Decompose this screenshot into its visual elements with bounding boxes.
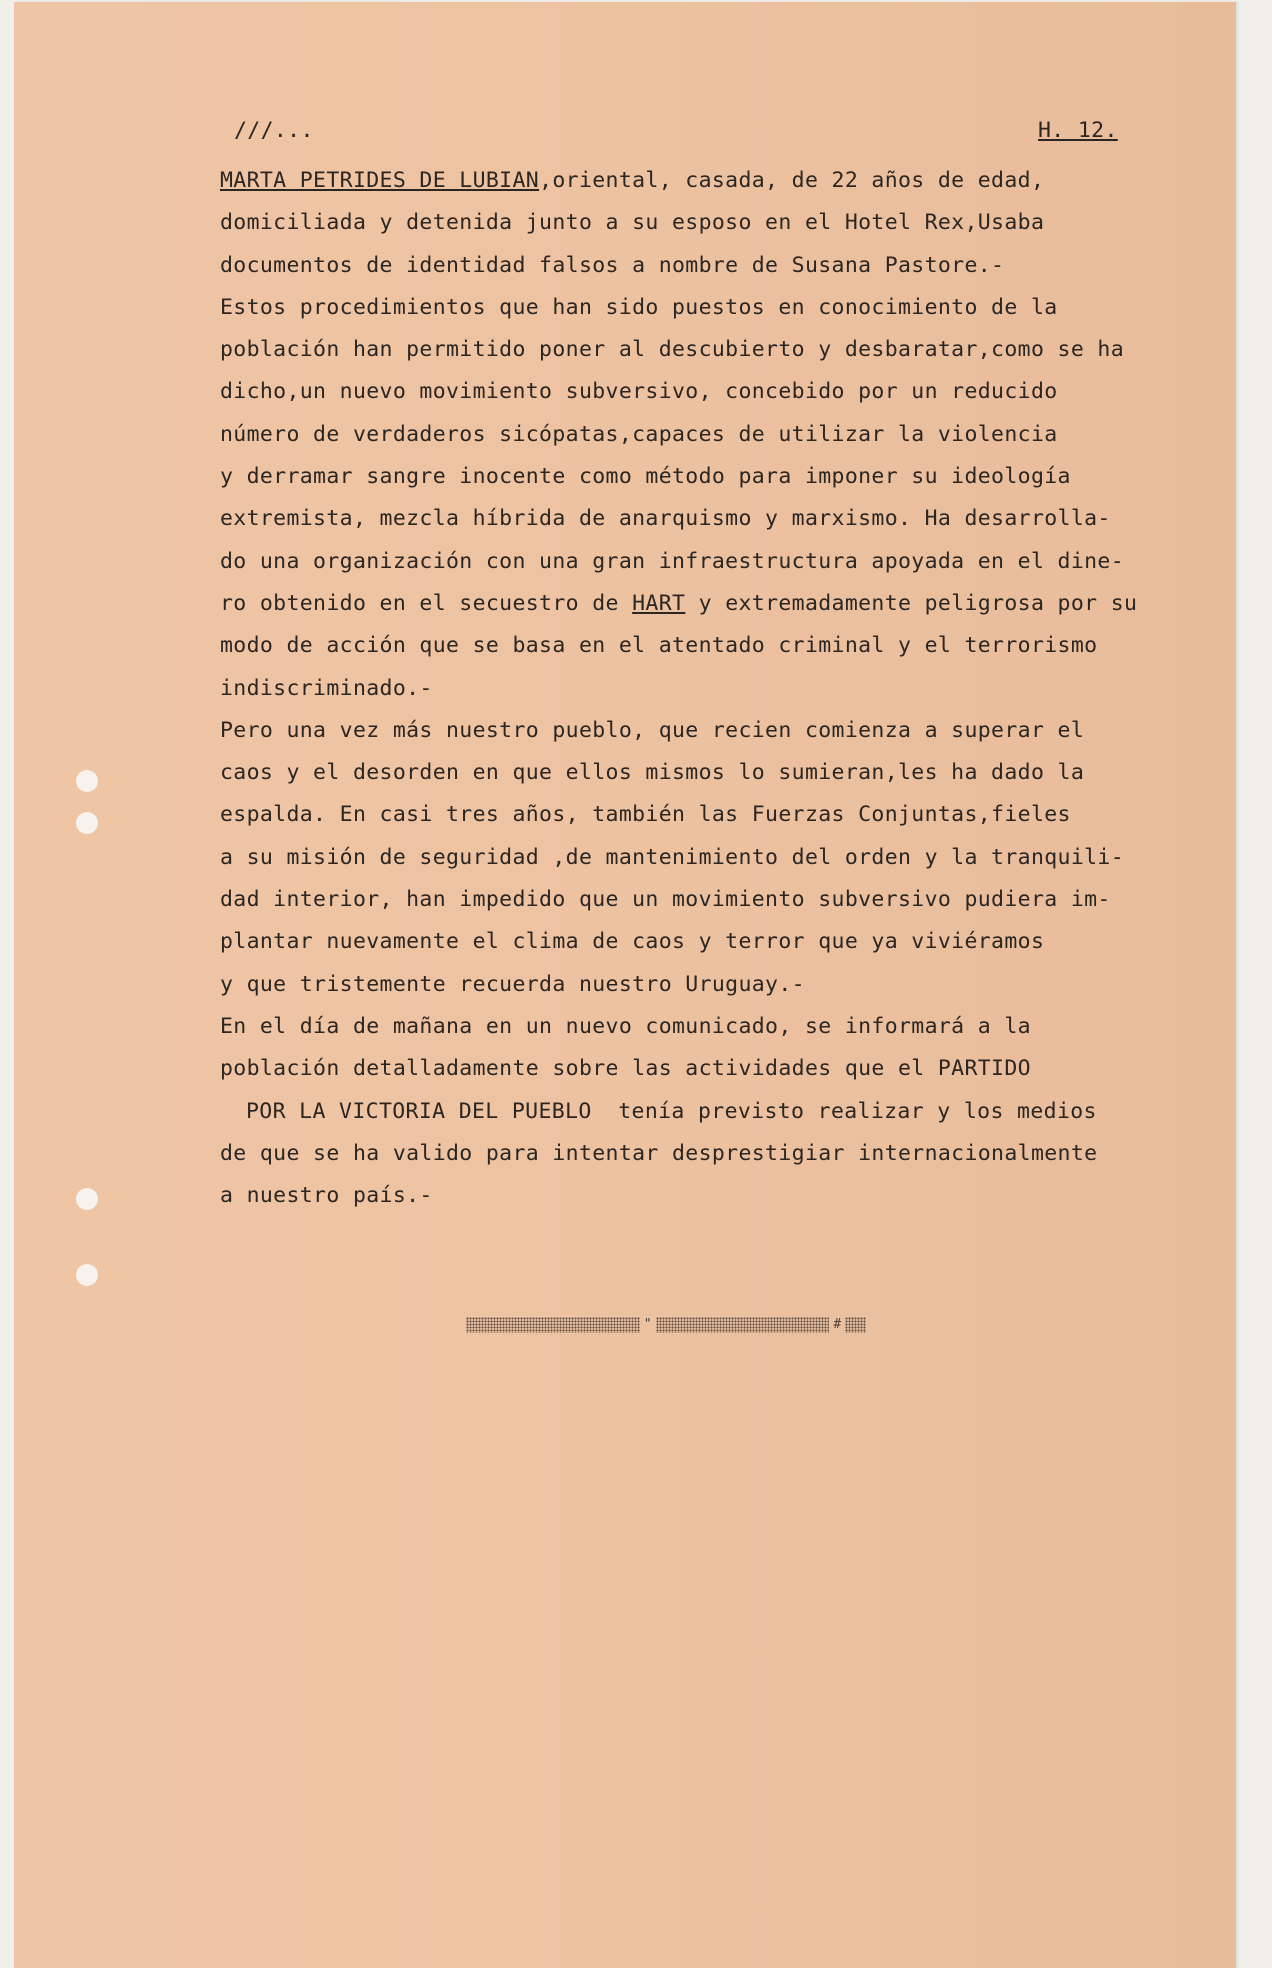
- text-line: y que tristemente recuerda nuestro Uruguay.-: [220, 971, 805, 997]
- person-name: MARTA PETRIDES DE LUBIAN: [220, 168, 540, 193]
- page-number: H. 12.: [1038, 118, 1118, 143]
- text-line: número de verdaderos sicópatas,capaces de utilizar la violencia: [220, 421, 1058, 447]
- text-fragment: ro obtenido en el secuestro de: [220, 590, 633, 616]
- text-line: do una organización con una gran infraestructura apoyada en el dine-: [220, 548, 1124, 574]
- text-fragment: y extremadamente peligrosa por su: [685, 590, 1138, 616]
- text-line: caos y el desorden en que ellos mismos lo sumieran,les ha dado la: [220, 760, 1085, 786]
- text-line: población detalladamente sobre las actividades que el PARTIDO: [220, 1056, 1031, 1082]
- text-line: espalda. En casi tres años, también las Fuerzas Conjuntas,fieles: [220, 802, 1071, 828]
- text-line: En el día de mañana en un nuevo comunicado, se informará a la: [220, 1013, 1031, 1039]
- text-line: Estos procedimientos que han sido puestos en conocimiento de la: [220, 294, 1058, 320]
- divider-bar: [656, 1317, 830, 1333]
- divider-mark: ": [643, 1317, 652, 1332]
- typed-divider: [466, 1312, 866, 1338]
- continuation-marker: ///...: [234, 118, 314, 143]
- text-line: modo de acción que se basa en el atentado criminal y el terrorismo: [220, 633, 1098, 659]
- divider-bar: [845, 1317, 866, 1333]
- text-line: POR LA VICTORIA DEL PUEBLO tenía previsto realizar y los medios: [246, 1098, 1097, 1124]
- text-line: a su misión de seguridad ,de mantenimiento del orden y la tranquili-: [220, 844, 1124, 870]
- typed-text-block: [220, 118, 1230, 1217]
- text-line: población han permitido poner al descubierto y desbaratar,como se ha: [220, 337, 1124, 363]
- text-fragment: ,oriental, casada, de 22 años de edad,: [539, 168, 1045, 193]
- underlined-name: HART: [632, 590, 686, 616]
- divider-mark: #: [833, 1317, 842, 1332]
- punch-hole: [76, 812, 98, 834]
- text-line: [220, 583, 1230, 625]
- text-line: y derramar sangre inocente como método para imponer su ideología: [220, 464, 1071, 490]
- text-line: a nuestro país.-: [220, 1183, 433, 1209]
- text-line: extremista, mezcla híbrida de anarquismo y marxismo. Ha desarrolla-: [220, 506, 1111, 532]
- text-line: Pero una vez más nuestro pueblo, que recien comienza a superar el: [220, 717, 1085, 743]
- punch-hole: [76, 770, 98, 792]
- text-line: dicho,un nuevo movimiento subversivo, concebido por un reducido: [220, 379, 1058, 405]
- divider-bar: [466, 1317, 640, 1333]
- text-line: plantar nuevamente el clima de caos y terror que ya viviéramos: [220, 929, 1045, 955]
- punch-hole: [76, 1188, 98, 1210]
- punch-hole: [76, 1264, 98, 1286]
- text-line: dad interior, han impedido que un movimiento subversivo pudiera im-: [220, 887, 1111, 913]
- text-line: de que se ha valido para intentar desprestigiar internacionalmente: [220, 1140, 1098, 1166]
- page-header: [220, 118, 1230, 160]
- text-line: indiscriminado.-: [220, 675, 433, 701]
- text-line: domiciliada y detenida junto a su esposo en el Hotel Rex,Usaba: [220, 210, 1045, 236]
- text-line: documentos de identidad falsos a nombre de Susana Pastore.-: [220, 252, 1005, 278]
- text-line: [220, 160, 1230, 202]
